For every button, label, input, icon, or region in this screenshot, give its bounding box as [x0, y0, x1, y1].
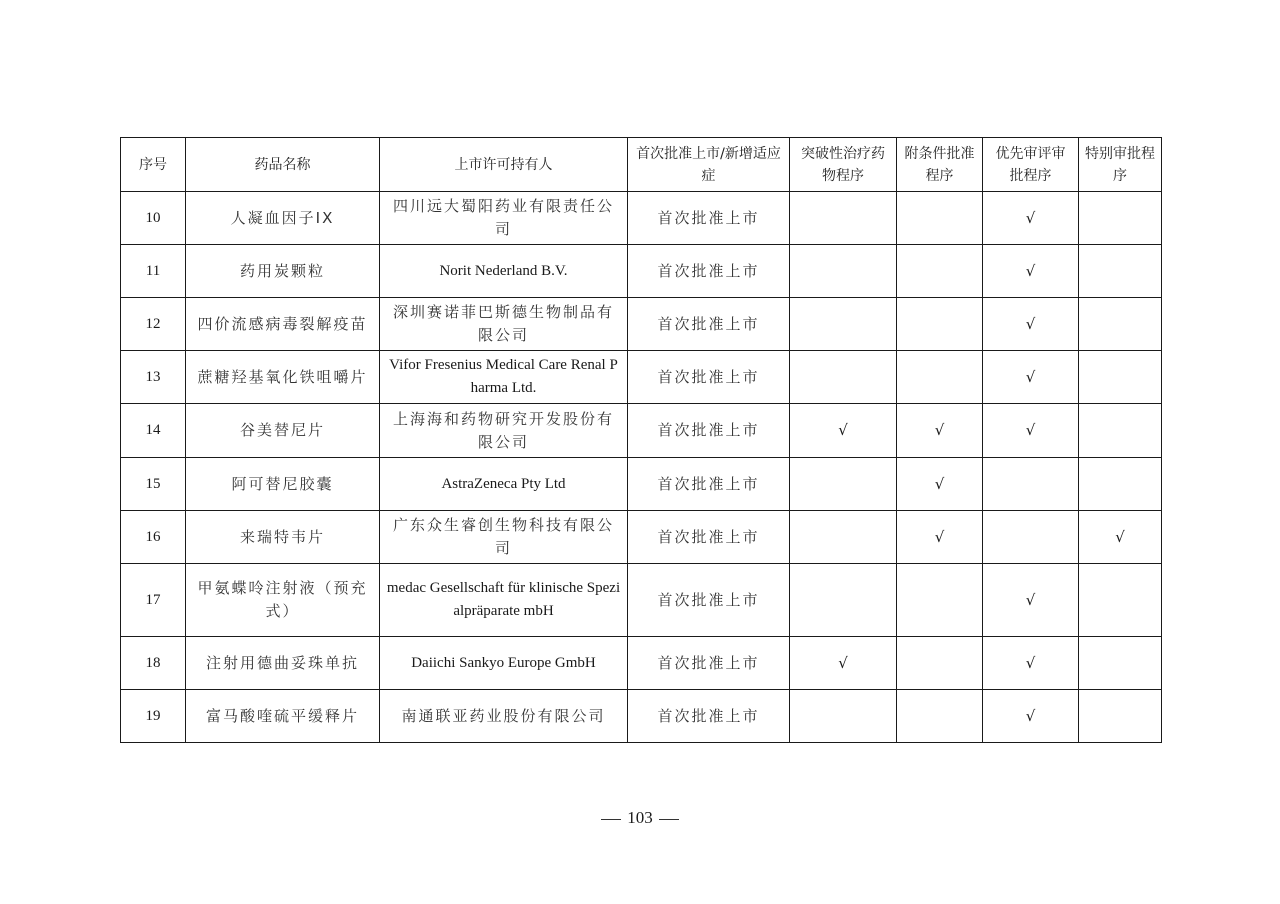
drug-approval-table [120, 137, 1162, 743]
breakthrough-check-cell [790, 564, 897, 637]
drug-name-cell: 富马酸喹硫平缓释片 [186, 690, 380, 743]
breakthrough-check-cell: √ [790, 637, 897, 690]
priority-check-cell: √ [983, 245, 1079, 298]
priority-check-cell: √ [983, 192, 1079, 245]
special-check-cell [1079, 458, 1162, 511]
drug-name-cell: 药用炭颗粒 [186, 245, 380, 298]
license-holder-cell: 四川远大蜀阳药业有限责任公司 [380, 192, 628, 245]
conditional-check-cell [897, 298, 983, 351]
license-holder-cell: Vifor Fresenius Medical Care Renal Pharma Ltd. [380, 351, 628, 404]
approval-type-cell: 首次批准上市 [628, 192, 790, 245]
conditional-check-cell [897, 690, 983, 743]
conditional-check-cell [897, 564, 983, 637]
breakthrough-check-cell [790, 192, 897, 245]
drug-name-cell: 来瑞特韦片 [186, 511, 380, 564]
page-number: 103 [627, 808, 653, 827]
approval-type-cell: 首次批准上市 [628, 511, 790, 564]
seq-cell: 14 [121, 404, 186, 458]
priority-check-cell: √ [983, 637, 1079, 690]
seq-cell: 15 [121, 458, 186, 511]
dash-right [659, 819, 679, 820]
header-conditional: 附条件批准程序 [897, 138, 983, 192]
breakthrough-check-cell [790, 458, 897, 511]
special-check-cell [1079, 298, 1162, 351]
conditional-check-cell [897, 637, 983, 690]
seq-cell: 16 [121, 511, 186, 564]
table-row [121, 298, 1162, 351]
table-row [121, 458, 1162, 511]
license-holder-cell: medac Gesellschaft für klinische Spezialpräparate mbH [380, 564, 628, 637]
special-check-cell [1079, 404, 1162, 458]
header-approval-type: 首次批准上市/新增适应症 [628, 138, 790, 192]
special-check-cell [1079, 690, 1162, 743]
table-row [121, 637, 1162, 690]
drug-name-cell: 注射用德曲妥珠单抗 [186, 637, 380, 690]
table-row [121, 511, 1162, 564]
approval-type-cell: 首次批准上市 [628, 404, 790, 458]
special-check-cell [1079, 192, 1162, 245]
breakthrough-check-cell [790, 351, 897, 404]
special-check-cell [1079, 351, 1162, 404]
special-check-cell [1079, 245, 1162, 298]
license-holder-cell: Norit Nederland B.V. [380, 245, 628, 298]
seq-cell: 10 [121, 192, 186, 245]
special-check-cell [1079, 564, 1162, 637]
drug-name-cell: 蔗糖羟基氧化铁咀嚼片 [186, 351, 380, 404]
approval-type-cell: 首次批准上市 [628, 351, 790, 404]
seq-cell: 18 [121, 637, 186, 690]
conditional-check-cell: √ [897, 511, 983, 564]
header-priority: 优先审评审批程序 [983, 138, 1079, 192]
header-drug-name: 药品名称 [186, 138, 380, 192]
approval-type-cell: 首次批准上市 [628, 564, 790, 637]
header-breakthrough: 突破性治疗药物程序 [790, 138, 897, 192]
breakthrough-check-cell: √ [790, 404, 897, 458]
table-row [121, 351, 1162, 404]
table-row [121, 192, 1162, 245]
table-row [121, 404, 1162, 458]
page-footer [0, 808, 1280, 828]
header-license-holder: 上市许可持有人 [380, 138, 628, 192]
license-holder-cell: 上海海和药物研究开发股份有限公司 [380, 404, 628, 458]
seq-cell: 19 [121, 690, 186, 743]
priority-check-cell: √ [983, 351, 1079, 404]
conditional-check-cell [897, 245, 983, 298]
table-body [121, 192, 1162, 743]
special-check-cell: √ [1079, 511, 1162, 564]
license-holder-cell: AstraZeneca Pty Ltd [380, 458, 628, 511]
conditional-check-cell: √ [897, 458, 983, 511]
table-row [121, 690, 1162, 743]
priority-check-cell [983, 511, 1079, 564]
drug-name-cell: 阿可替尼胶囊 [186, 458, 380, 511]
table-row [121, 564, 1162, 637]
license-holder-cell: 广东众生睿创生物科技有限公司 [380, 511, 628, 564]
priority-check-cell: √ [983, 298, 1079, 351]
conditional-check-cell [897, 192, 983, 245]
seq-cell: 17 [121, 564, 186, 637]
license-holder-cell: 深圳赛诺菲巴斯德生物制品有限公司 [380, 298, 628, 351]
drug-name-cell: 人凝血因子IX [186, 192, 380, 245]
seq-cell: 12 [121, 298, 186, 351]
seq-cell: 11 [121, 245, 186, 298]
license-holder-cell: Daiichi Sankyo Europe GmbH [380, 637, 628, 690]
breakthrough-check-cell [790, 245, 897, 298]
header-row [121, 138, 1162, 192]
drug-name-cell: 谷美替尼片 [186, 404, 380, 458]
approval-type-cell: 首次批准上市 [628, 690, 790, 743]
license-holder-cell: 南通联亚药业股份有限公司 [380, 690, 628, 743]
breakthrough-check-cell [790, 298, 897, 351]
approval-type-cell: 首次批准上市 [628, 637, 790, 690]
priority-check-cell: √ [983, 564, 1079, 637]
priority-check-cell: √ [983, 690, 1079, 743]
approval-type-cell: 首次批准上市 [628, 458, 790, 511]
priority-check-cell: √ [983, 404, 1079, 458]
header-special: 特别审批程序 [1079, 138, 1162, 192]
breakthrough-check-cell [790, 690, 897, 743]
header-seq: 序号 [121, 138, 186, 192]
special-check-cell [1079, 637, 1162, 690]
priority-check-cell [983, 458, 1079, 511]
dash-left [601, 819, 621, 820]
approval-type-cell: 首次批准上市 [628, 298, 790, 351]
conditional-check-cell [897, 351, 983, 404]
conditional-check-cell: √ [897, 404, 983, 458]
drug-name-cell: 甲氨蝶呤注射液（预充式） [186, 564, 380, 637]
drug-name-cell: 四价流感病毒裂解疫苗 [186, 298, 380, 351]
table-row [121, 245, 1162, 298]
approval-type-cell: 首次批准上市 [628, 245, 790, 298]
seq-cell: 13 [121, 351, 186, 404]
breakthrough-check-cell [790, 511, 897, 564]
